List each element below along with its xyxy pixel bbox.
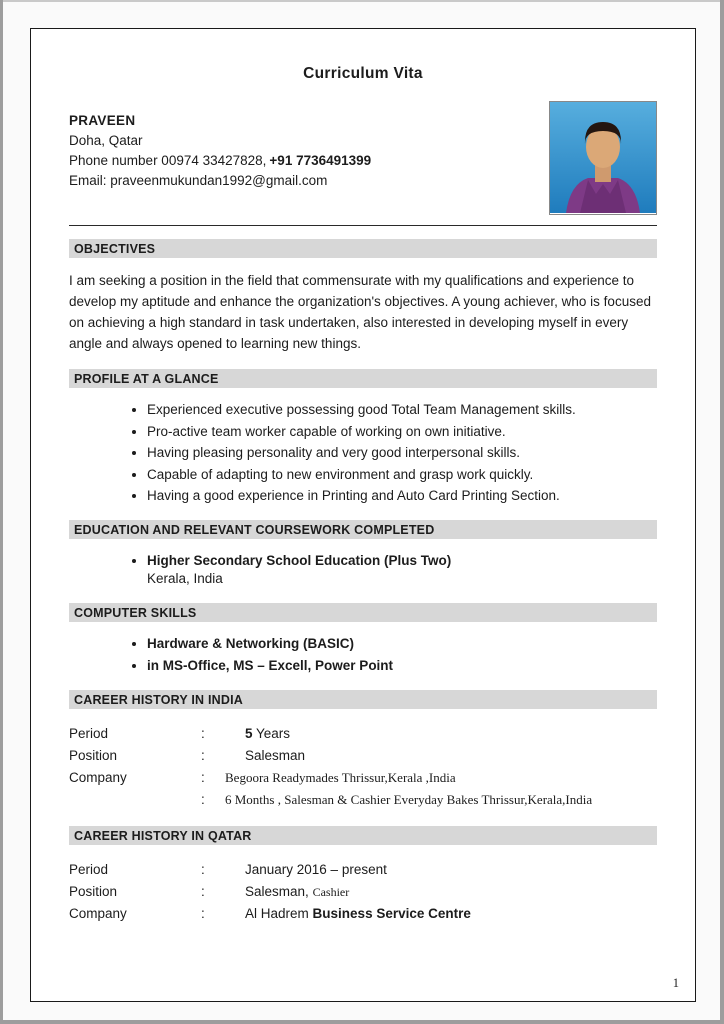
period-years-number: 5 bbox=[245, 725, 253, 741]
row-value: January 2016 – present bbox=[245, 861, 387, 877]
education-list bbox=[69, 552, 657, 588]
section-heading-career-india: CAREER HISTORY IN INDIA bbox=[69, 690, 657, 709]
phone-primary: Phone number 00974 33427828, bbox=[69, 153, 267, 168]
scan-edge-top bbox=[0, 0, 724, 2]
row-colon: : bbox=[201, 905, 205, 921]
page-number: 1 bbox=[672, 976, 679, 990]
period-years-unit: Years bbox=[252, 725, 291, 741]
row-label-empty bbox=[69, 789, 201, 811]
document-page bbox=[30, 28, 696, 1002]
scan-edge-bottom bbox=[0, 1020, 724, 1024]
computer-skills-list bbox=[69, 635, 657, 675]
scan-edge-left bbox=[0, 0, 3, 1024]
row-colon: : bbox=[201, 769, 205, 785]
row-value: Begoora Readymades Thrissur,Kerala ,India bbox=[225, 769, 456, 785]
contact-block bbox=[69, 111, 371, 191]
candidate-name: PRAVEEN bbox=[69, 113, 136, 128]
profile-bullet: • Experienced executive possessing good Total Team Management skills. bbox=[147, 401, 657, 419]
career-india-details bbox=[69, 723, 657, 811]
document-title: Curriculum Vita bbox=[303, 65, 423, 82]
row-value: Salesman bbox=[245, 747, 306, 763]
career-row-period bbox=[69, 859, 657, 881]
candidate-phone bbox=[69, 151, 371, 171]
section-heading-education: EDUCATION AND RELEVANT COURSEWORK COMPLETED bbox=[69, 520, 657, 539]
candidate-email: Email: praveenmukundan1992@gmail.com bbox=[69, 173, 328, 188]
row-value bbox=[215, 881, 349, 903]
row-label: Company bbox=[69, 769, 127, 785]
candidate-location: Doha, Qatar bbox=[69, 133, 143, 148]
career-qatar-details bbox=[69, 859, 657, 925]
company-bold: Business Service Centre bbox=[312, 905, 471, 921]
education-item bbox=[147, 552, 657, 588]
section-heading-computer-skills: COMPUTER SKILLS bbox=[69, 603, 657, 622]
row-colon: : bbox=[201, 791, 205, 807]
profile-bullet: • Pro-active team worker capable of working on own initiative. bbox=[147, 423, 657, 441]
career-row-company-2 bbox=[69, 789, 657, 811]
company-main: Al Hadrem bbox=[245, 905, 309, 921]
row-colon: : bbox=[201, 747, 205, 763]
profile-bullet: • Having pleasing personality and very good interpersonal skills. bbox=[147, 444, 657, 462]
profile-bullet: • Having a good experience in Printing and Auto Card Printing Section. bbox=[147, 487, 657, 505]
row-label: Period bbox=[69, 861, 109, 877]
computer-skill: • Hardware & Networking (BASIC) bbox=[147, 635, 657, 653]
profile-bullet: • Capable of adapting to new environment and grasp work quickly. bbox=[147, 466, 657, 484]
header-divider bbox=[69, 225, 657, 226]
row-colon: : bbox=[201, 725, 205, 741]
row-label: Period bbox=[69, 725, 109, 741]
row-value: 6 Months , Salesman & Cashier Everyday Bakes Thrissur,Kerala,India bbox=[225, 791, 593, 807]
career-row-company bbox=[69, 767, 657, 789]
objectives-text: I am seeking a position in the field that commensurate with my qualifications and experience to develop my aptitude and enhance the organization's objectives. A young achiever, who is focused on achieving a high standard in task undertaken, also interested in developing myself in every angle and always opened to learning new things. bbox=[69, 273, 651, 351]
row-value bbox=[215, 903, 471, 925]
phone-alternate: +91 7736491399 bbox=[269, 153, 372, 168]
section-heading-objectives: OBJECTIVES bbox=[69, 239, 657, 258]
scan-edge-right bbox=[720, 0, 724, 1024]
section-heading-career-qatar: CAREER HISTORY IN QATAR bbox=[69, 826, 657, 845]
career-row-position bbox=[69, 881, 657, 903]
profile-bullet-list bbox=[69, 401, 657, 505]
career-row-company bbox=[69, 903, 657, 925]
portrait-photo bbox=[549, 101, 657, 215]
row-colon: : bbox=[201, 883, 205, 899]
computer-skill: • in MS-Office, MS – Excell, Power Point bbox=[147, 657, 657, 675]
position-extra: Cashier bbox=[312, 884, 350, 899]
education-location: Kerala, India bbox=[147, 571, 223, 586]
row-label: Company bbox=[69, 905, 127, 921]
row-label: Position bbox=[69, 747, 118, 763]
row-value bbox=[215, 723, 290, 745]
row-colon: : bbox=[201, 861, 205, 877]
header-block bbox=[69, 99, 657, 217]
career-row-position bbox=[69, 745, 657, 767]
portrait-photo-graphic bbox=[550, 102, 656, 213]
education-degree: • Higher Secondary School Education (Plus Two) bbox=[147, 553, 452, 568]
career-row-period bbox=[69, 723, 657, 745]
position-main: Salesman, bbox=[245, 883, 309, 899]
row-label: Position bbox=[69, 883, 118, 899]
section-heading-profile: PROFILE AT A GLANCE bbox=[69, 369, 657, 388]
